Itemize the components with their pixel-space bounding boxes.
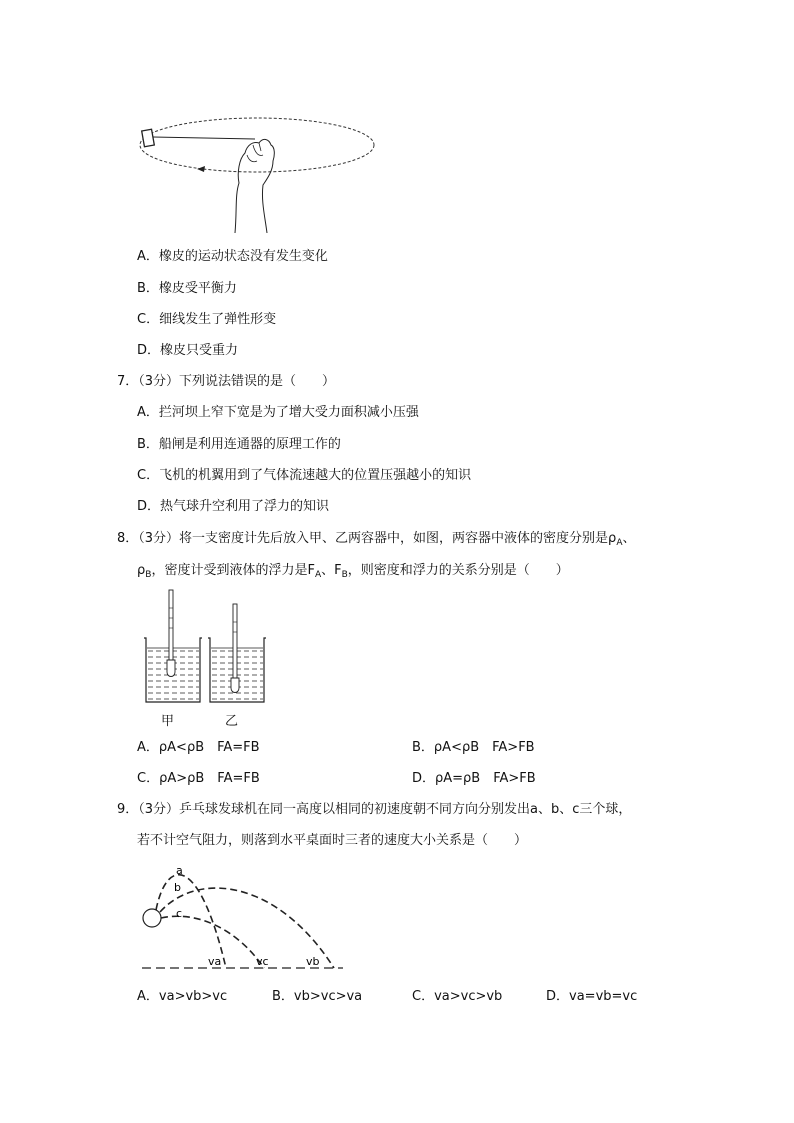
option-label: D． [137, 343, 161, 358]
option-text: ρA<ρB FA>FB [433, 740, 535, 755]
q7-option-c[interactable] [137, 467, 471, 485]
subscript: B [145, 570, 152, 580]
q9-option-a[interactable] [137, 988, 227, 1006]
question-text: （3分）将一支密度计先后放入甲、乙两容器中，如图，两容器中液体的密度分别是ρ [138, 531, 617, 546]
option-text: 热气球升空利用了浮力的知识 [160, 499, 330, 514]
option-text: ρA=ρB FA>FB [435, 771, 536, 786]
q7-stem [117, 373, 335, 391]
question-text: 、 [622, 531, 636, 546]
option-text: 拦河坝上窄下宽是为了增大受力面积减小压强 [158, 405, 419, 420]
option-label: A． [137, 405, 159, 420]
label-vc: vc [256, 955, 269, 968]
subscript: A [314, 570, 322, 580]
q9-option-d[interactable] [546, 988, 637, 1006]
option-text: 飞机的机翼用到了气体流速越大的位置压强越小的知识 [159, 468, 472, 483]
q7-option-a[interactable] [137, 404, 419, 422]
option-label: B． [137, 281, 159, 296]
question-number: 8． [117, 531, 139, 546]
label-vb: vb [306, 955, 320, 968]
option-label: C． [412, 989, 435, 1004]
option-label: A． [137, 989, 159, 1004]
q6-option-a[interactable] [137, 248, 328, 266]
label-jia: 甲 [161, 714, 175, 729]
beaker-yi [208, 604, 266, 702]
option-text: 橡皮的运动状态没有发生变化 [158, 249, 328, 264]
q6-figure-eraser-circular-motion [135, 115, 380, 235]
q8-option-a[interactable] [137, 739, 260, 757]
q8-option-b[interactable] [412, 739, 535, 757]
label-c: c [176, 907, 183, 920]
option-label: D． [137, 499, 161, 514]
q9-option-b[interactable] [272, 988, 362, 1006]
subscript: B [341, 570, 348, 580]
q7-option-d[interactable] [137, 498, 329, 516]
q6-option-d[interactable] [137, 342, 238, 360]
question-text: ，密度计受到液体的浮力是F [151, 563, 315, 578]
question-number: 7． [117, 374, 139, 389]
q8-stem-line2 [137, 562, 569, 580]
question-text: ，则密度和浮力的关系分别是（ ） [347, 563, 569, 578]
option-text: 橡皮只受重力 [160, 343, 239, 358]
q9-stem-line2 [137, 832, 527, 850]
option-text: va>vc>vb [434, 989, 503, 1004]
option-label: A． [137, 249, 159, 264]
q8-figure-hydrometer-beakers [140, 588, 270, 708]
option-label: D． [546, 989, 570, 1004]
option-label: B． [412, 740, 434, 755]
label-b: b [174, 881, 181, 894]
q8-stem-line1 [117, 530, 636, 548]
option-text: 船闸是利用连通器的原理工作的 [158, 437, 341, 452]
q6-option-c[interactable] [137, 311, 276, 329]
option-label: A． [137, 740, 159, 755]
q9-option-c[interactable] [412, 988, 502, 1006]
beaker-jia [144, 590, 202, 702]
question-text: （3分）乒乓球发球机在同一高度以相同的初速度朝不同方向分别发出a、b、c三个球， [138, 802, 632, 817]
label-yi: 乙 [225, 714, 239, 729]
q8-option-d[interactable] [412, 770, 536, 788]
option-text: vb>vc>va [293, 989, 363, 1004]
option-text: ρA>ρB FA=FB [159, 771, 260, 786]
option-text: va=vb=vc [569, 989, 638, 1004]
question-text: 若不计空气阻力，则落到水平桌面时三者的速度大小关系是（ ） [137, 833, 528, 848]
question-text: 、F [321, 563, 342, 578]
option-text: 橡皮受平衡力 [158, 281, 237, 296]
option-text: 细线发生了弹性形变 [159, 312, 277, 327]
option-label: B． [272, 989, 294, 1004]
label-a: a [176, 864, 183, 877]
option-label: C． [137, 468, 160, 483]
label-va: va [208, 955, 222, 968]
question-text: ρ [137, 563, 146, 578]
q6-option-b[interactable] [137, 280, 237, 298]
option-text: va>vb>vc [158, 989, 228, 1004]
q9-stem-line1 [117, 801, 631, 819]
q7-option-b[interactable] [137, 436, 341, 454]
option-label: C． [137, 312, 160, 327]
q8-option-c[interactable] [137, 770, 260, 788]
option-label: C． [137, 771, 160, 786]
q9-figure-ball-trajectories [138, 860, 348, 975]
question-number: 9． [117, 802, 139, 817]
option-label: B． [137, 437, 159, 452]
question-text: （3分）下列说法错误的是（ ） [138, 374, 336, 389]
subscript: A [616, 538, 623, 548]
option-label: D． [412, 771, 436, 786]
option-text: ρA<ρB FA=FB [158, 740, 260, 755]
